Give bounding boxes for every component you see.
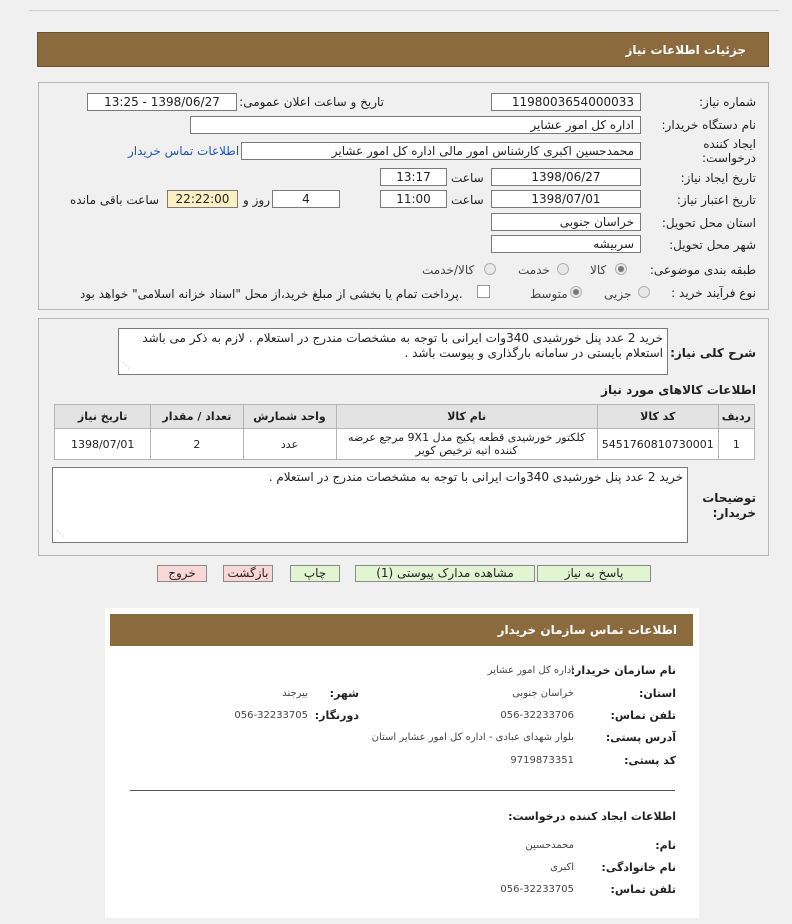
province-field: خراسان جنوبی: [491, 213, 641, 231]
buyer-notes-text: خرید 2 عدد پنل خورشیدی 340وات ایرانی با توجه به مشخصات مندرج در استعلام .: [268, 470, 683, 484]
process-medium-label: متوسط: [530, 287, 568, 301]
category-service-label: خدمت: [518, 263, 550, 277]
process-label: نوع فرآیند خرید :: [671, 286, 756, 300]
announce-field: 1398/06/27 - 13:25: [87, 93, 237, 111]
treasury-note: پرداخت تمام یا بخشی از مبلغ خرید،از محل "اسناد خزانه اسلامی" خواهد بود.: [80, 287, 463, 301]
need-number-label: شماره نیاز:: [699, 95, 756, 109]
col-date: تاریخ نیاز: [55, 405, 151, 429]
days-field: 4: [272, 190, 340, 208]
creator-label: ایجاد کننده درخواست:: [702, 137, 756, 165]
province-label: استان محل تحویل:: [661, 216, 756, 230]
creator-section-title: اطلاعات ایجاد کننده درخواست:: [508, 810, 676, 823]
attachments-button[interactable]: مشاهده مدارک پیوستی (1): [355, 565, 535, 582]
summary-label: شرح کلی نیاز:: [670, 346, 756, 360]
process-medium-radio[interactable]: [570, 286, 582, 298]
contact-phone-value: 056-32233706: [500, 710, 574, 721]
contact-title: اطلاعات تماس سازمان خریدار: [497, 623, 677, 637]
contact-city-label: شهر:: [329, 687, 359, 700]
creator-name-label: نام:: [655, 839, 676, 852]
table-row: [55, 429, 755, 460]
created-time-label: ساعت: [451, 171, 484, 185]
cell-code: 5451760810730001: [597, 429, 718, 460]
col-qty: تعداد / مقدار: [151, 405, 243, 429]
buyer-org-label: نام دستگاه خریدار:: [661, 118, 756, 132]
contact-address-value: بلوار شهدای عبادی - اداره کل امور عشایر استان: [371, 732, 574, 743]
contact-province-value: خراسان جنوبی: [512, 688, 574, 699]
top-divider: [29, 10, 779, 11]
process-minor-label: جزیی: [604, 287, 632, 301]
contact-postal-value: 9719873351: [510, 755, 574, 766]
creator-phone-label: تلفن تماس:: [610, 883, 676, 896]
buyer-contact-link[interactable]: اطلاعات تماس خریدار: [128, 144, 240, 158]
cell-date: 1398/07/01: [55, 429, 151, 460]
announce-label: تاریخ و ساعت اعلان عمومی:: [239, 95, 384, 109]
created-date-field: 1398/06/27: [491, 168, 641, 186]
remaining-suffix: ساعت باقی مانده: [70, 193, 160, 207]
col-code: کد کالا: [597, 405, 718, 429]
days-suffix: روز و: [243, 193, 270, 207]
process-minor-radio[interactable]: [638, 286, 650, 298]
back-button[interactable]: بازگشت: [223, 565, 273, 582]
cell-unit: عدد: [243, 429, 336, 460]
summary-text: خرید 2 عدد پنل خورشیدی 340وات ایرانی با توجه به مشخصات مندرج در استعلام . لازم به ذکر می باشد استعلام بایستی در سامانه بارگذاری و پیوست باشد .: [142, 331, 663, 360]
category-both-radio[interactable]: [484, 263, 496, 275]
created-time-field: 13:17: [380, 168, 447, 186]
contact-province-label: استان:: [639, 687, 676, 700]
summary-textarea[interactable]: [118, 328, 668, 375]
contact-org-label: نام سازمان خریدار:: [570, 664, 676, 677]
category-label: طبقه بندی موضوعی:: [649, 263, 756, 277]
resize-grip-icon[interactable]: ⋰: [56, 529, 64, 538]
city-label: شهر محل تحویل:: [669, 238, 756, 252]
category-both-label: کالا/خدمت: [422, 263, 475, 277]
contact-org-value: اداره کل امور عشایر: [487, 665, 574, 676]
cell-row: 1: [718, 429, 754, 460]
goods-title: اطلاعات کالاهای مورد نیاز: [601, 383, 756, 397]
contact-fax-value: 056-32233705: [234, 710, 308, 721]
city-field: سربیشه: [491, 235, 641, 253]
reply-button[interactable]: پاسخ به نیاز: [537, 565, 651, 582]
cell-qty: 2: [151, 429, 243, 460]
creator-phone-value: 056-32233705: [500, 884, 574, 895]
page-header: [37, 32, 769, 67]
buyer-notes-label: توضیحات خریدار:: [702, 491, 756, 520]
treasury-checkbox[interactable]: [477, 285, 490, 298]
print-button[interactable]: چاپ: [290, 565, 340, 582]
buyer-notes-textarea[interactable]: [52, 467, 688, 543]
goods-table: [54, 404, 755, 460]
creator-field: محمدحسین اکبری کارشناس امور مالی اداره کل امور عشایر: [241, 142, 641, 160]
creator-family-value: اکبری: [550, 862, 574, 873]
resize-grip-icon[interactable]: ⋰: [122, 361, 130, 370]
category-service-radio[interactable]: [557, 263, 569, 275]
contact-phone-label: تلفن تماس:: [610, 709, 676, 722]
deadline-time-label: ساعت: [451, 193, 484, 207]
creator-name-value: محمدحسین: [525, 840, 574, 851]
deadline-time-field: 11:00: [380, 190, 447, 208]
page-title: جزئیات اطلاعات نیاز: [625, 43, 746, 57]
contact-fax-label: دورنگار:: [314, 709, 359, 722]
cell-name: کلکتور خورشیدی قطعه پکیج مدل 9X1 مرجع عرضه کننده اتیه ترخیص کویر: [336, 429, 597, 460]
exit-button[interactable]: خروج: [157, 565, 207, 582]
col-name: نام کالا: [336, 405, 597, 429]
contact-postal-label: کد پستی:: [624, 754, 676, 767]
buyer-org-field: اداره کل امور عشایر: [190, 116, 641, 134]
col-row: ردیف: [718, 405, 754, 429]
deadline-date-field: 1398/07/01: [491, 190, 641, 208]
remaining-time-field: 22:22:00: [167, 190, 238, 208]
contact-city-value: بیرجند: [282, 688, 308, 699]
col-unit: واحد شمارش: [243, 405, 336, 429]
category-goods-label: کالا: [590, 263, 607, 277]
contact-divider: [130, 790, 675, 791]
creator-family-label: نام خانوادگی:: [601, 861, 676, 874]
deadline-label: تاریخ اعتبار نیاز:: [676, 193, 756, 207]
contact-header: [110, 614, 693, 646]
contact-address-label: آدرس پستی:: [605, 731, 676, 744]
created-date-label: تاریخ ایجاد نیاز:: [680, 171, 756, 185]
need-number-field: 1198003654000033: [491, 93, 641, 111]
category-goods-radio[interactable]: [615, 263, 627, 275]
